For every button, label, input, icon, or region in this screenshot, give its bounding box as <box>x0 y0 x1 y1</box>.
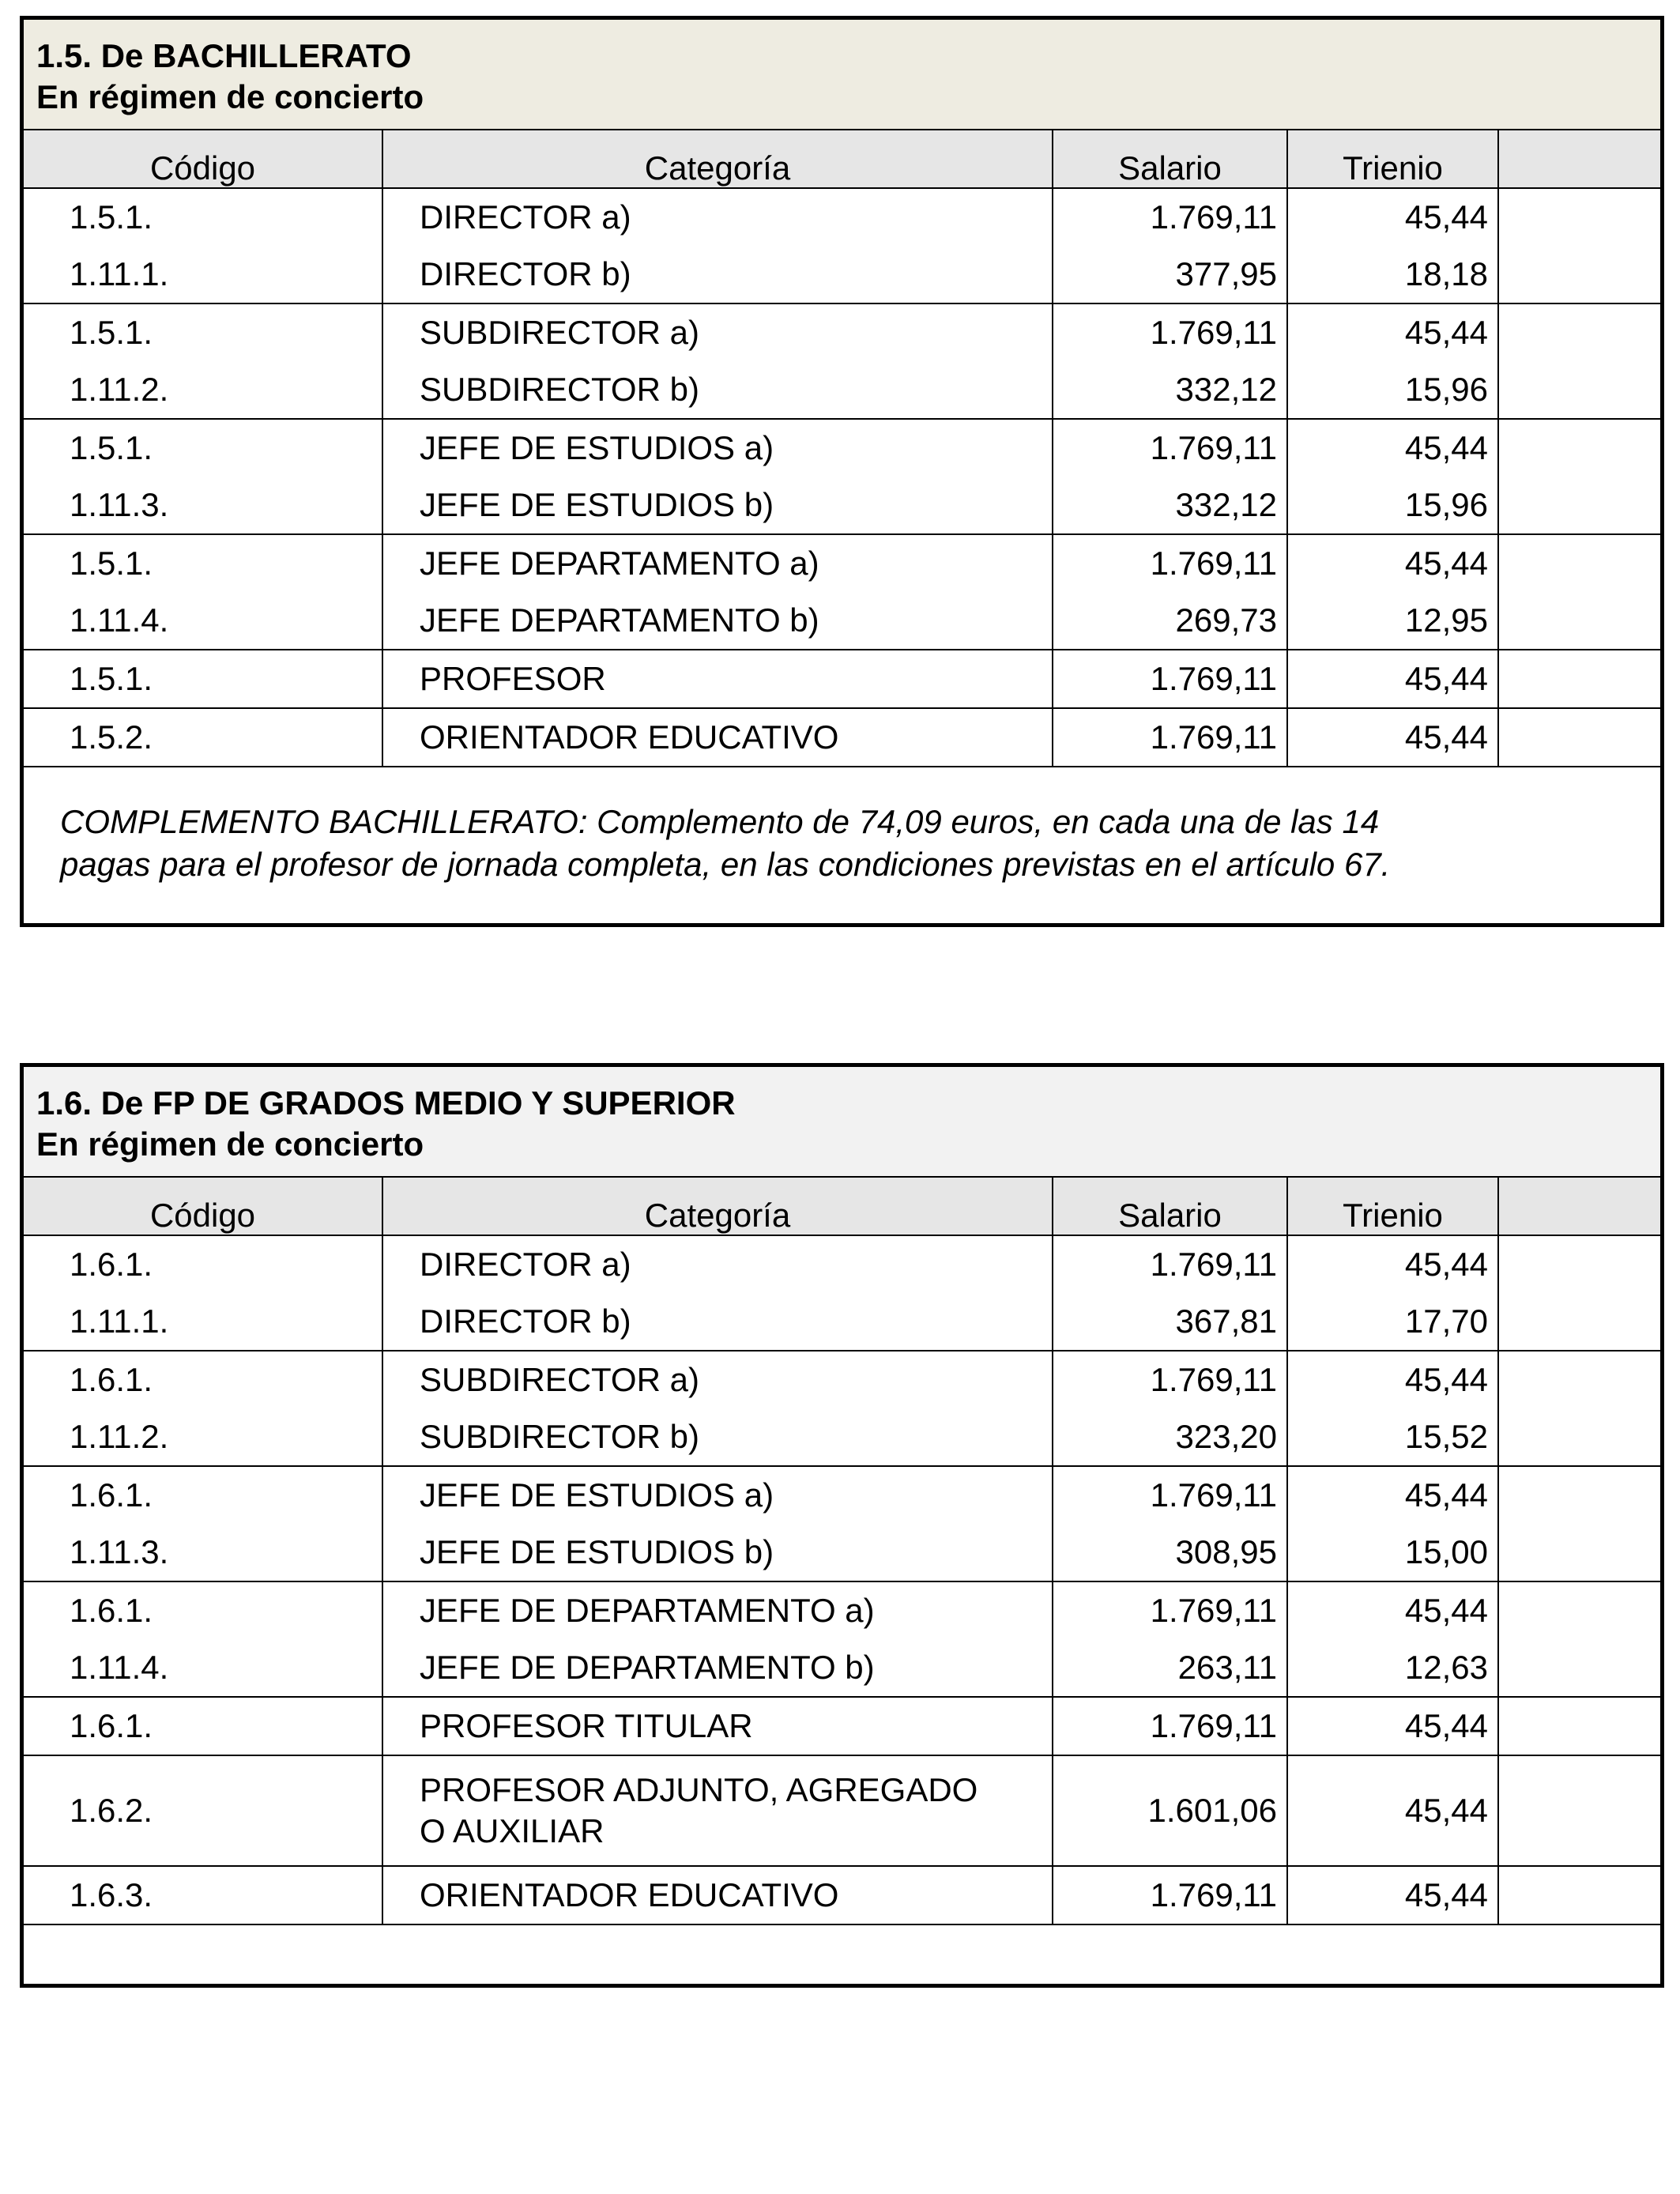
table-row <box>24 1408 1660 1466</box>
table-row <box>24 650 1660 708</box>
cell-category: JEFE DE ESTUDIOS b) <box>382 477 1053 534</box>
cell-category: SUBDIRECTOR b) <box>382 361 1053 419</box>
note-line: pagas para el profesor de jornada completa, en las condiciones previstas en el artículo 67. <box>60 846 1391 883</box>
cell-salary: 1.769,11 <box>1053 1581 1287 1639</box>
cell-salary: 1.769,11 <box>1053 1235 1287 1293</box>
column-header-empty <box>1498 130 1660 188</box>
cell-salary: 1.769,11 <box>1053 419 1287 477</box>
cell-empty <box>1498 1581 1660 1639</box>
section-header <box>24 20 1660 130</box>
cell-code: 1.6.2. <box>24 1755 382 1866</box>
cell-code: 1.5.2. <box>24 708 382 767</box>
cell-triennium: 12,95 <box>1287 592 1498 650</box>
cell-empty <box>1498 1755 1660 1866</box>
column-header-code: Código <box>24 1178 382 1235</box>
cell-code: 1.11.4. <box>24 1639 382 1697</box>
cell-empty <box>1498 188 1660 246</box>
cell-empty <box>1498 1866 1660 1924</box>
category-line: PROFESOR ADJUNTO, AGREGADO <box>420 1771 978 1808</box>
column-header-salary: Salario <box>1053 1178 1287 1235</box>
table-header-row <box>24 1178 1660 1235</box>
table-section-bachillerato <box>20 16 1664 927</box>
cell-code: 1.5.1. <box>24 188 382 246</box>
column-header-salary: Salario <box>1053 130 1287 188</box>
cell-code: 1.6.1. <box>24 1466 382 1524</box>
column-header-triennium: Trienio <box>1287 130 1498 188</box>
table-header-row <box>24 130 1660 188</box>
cell-triennium: 45,44 <box>1287 1866 1498 1924</box>
cell-code: 1.11.4. <box>24 592 382 650</box>
cell-triennium: 45,44 <box>1287 534 1498 592</box>
cell-empty <box>1498 419 1660 477</box>
cell-category: JEFE DE ESTUDIOS a) <box>382 419 1053 477</box>
table-row <box>24 1235 1660 1293</box>
cell-empty <box>1498 1639 1660 1697</box>
cell-category: JEFE DE DEPARTAMENTO b) <box>382 1639 1053 1697</box>
cell-empty <box>1498 1697 1660 1755</box>
cell-category: PROFESOR TITULAR <box>382 1697 1053 1755</box>
cell-triennium: 45,44 <box>1287 188 1498 246</box>
column-header-category: Categoría <box>382 1178 1053 1235</box>
cell-salary: 367,81 <box>1053 1293 1287 1351</box>
cell-category: SUBDIRECTOR a) <box>382 303 1053 361</box>
cell-salary: 332,12 <box>1053 477 1287 534</box>
cell-code: 1.11.3. <box>24 477 382 534</box>
cell-code: 1.5.1. <box>24 303 382 361</box>
cell-code: 1.6.1. <box>24 1581 382 1639</box>
cell-category: DIRECTOR a) <box>382 188 1053 246</box>
cell-triennium: 18,18 <box>1287 246 1498 303</box>
cell-category: SUBDIRECTOR a) <box>382 1351 1053 1408</box>
cell-salary: 1.769,11 <box>1053 534 1287 592</box>
cell-empty <box>1498 1235 1660 1293</box>
cell-triennium: 45,44 <box>1287 1755 1498 1866</box>
table-row <box>24 1581 1660 1639</box>
cell-code: 1.6.1. <box>24 1351 382 1408</box>
cell-empty <box>1498 650 1660 708</box>
cell-category: JEFE DE ESTUDIOS a) <box>382 1466 1053 1524</box>
cell-code: 1.11.1. <box>24 246 382 303</box>
cell-category: JEFE DE ESTUDIOS b) <box>382 1524 1053 1581</box>
cell-salary: 377,95 <box>1053 246 1287 303</box>
cell-triennium: 45,44 <box>1287 1581 1498 1639</box>
column-header-empty <box>1498 1178 1660 1235</box>
cell-salary: 1.601,06 <box>1053 1755 1287 1866</box>
cell-salary: 323,20 <box>1053 1408 1287 1466</box>
cell-empty <box>1498 361 1660 419</box>
cell-triennium: 45,44 <box>1287 419 1498 477</box>
cell-triennium: 15,96 <box>1287 477 1498 534</box>
cell-triennium: 45,44 <box>1287 1351 1498 1408</box>
cell-triennium: 15,52 <box>1287 1408 1498 1466</box>
cell-triennium: 45,44 <box>1287 650 1498 708</box>
cell-empty <box>1498 246 1660 303</box>
cell-salary: 1.769,11 <box>1053 1351 1287 1408</box>
table-row <box>24 1466 1660 1524</box>
note-line: COMPLEMENTO BACHILLERATO: Complemento de 74,09 euros, en cada una de las 14 <box>60 803 1380 840</box>
cell-category: JEFE DEPARTAMENTO a) <box>382 534 1053 592</box>
cell-code: 1.11.2. <box>24 1408 382 1466</box>
cell-empty <box>1498 1524 1660 1581</box>
salary-table <box>24 130 1660 767</box>
cell-code: 1.5.1. <box>24 650 382 708</box>
cell-code: 1.5.1. <box>24 419 382 477</box>
cell-code: 1.11.1. <box>24 1293 382 1351</box>
column-header-code: Código <box>24 130 382 188</box>
column-header-triennium: Trienio <box>1287 1178 1498 1235</box>
section-subtitle: En régimen de concierto <box>36 1125 424 1163</box>
column-header-category: Categoría <box>382 130 1053 188</box>
cell-triennium: 15,00 <box>1287 1524 1498 1581</box>
table-row <box>24 1524 1660 1581</box>
cell-triennium: 45,44 <box>1287 1466 1498 1524</box>
table-row <box>24 1351 1660 1408</box>
table-row <box>24 419 1660 477</box>
table-row <box>24 1293 1660 1351</box>
cell-category: JEFE DEPARTAMENTO b) <box>382 592 1053 650</box>
table-row <box>24 1639 1660 1697</box>
table-row <box>24 1697 1660 1755</box>
cell-category: ORIENTADOR EDUCATIVO <box>382 1866 1053 1924</box>
cell-code: 1.5.1. <box>24 534 382 592</box>
cell-category: PROFESOR <box>382 650 1053 708</box>
cell-empty <box>1498 1408 1660 1466</box>
table-row <box>24 361 1660 419</box>
table-row <box>24 303 1660 361</box>
cell-empty <box>1498 303 1660 361</box>
table-row <box>24 1866 1660 1924</box>
cell-code: 1.11.3. <box>24 1524 382 1581</box>
cell-empty <box>1498 1293 1660 1351</box>
cell-category: DIRECTOR a) <box>382 1235 1053 1293</box>
cell-salary: 1.769,11 <box>1053 1697 1287 1755</box>
cell-empty <box>1498 1466 1660 1524</box>
cell-triennium: 45,44 <box>1287 303 1498 361</box>
cell-salary: 1.769,11 <box>1053 188 1287 246</box>
cell-triennium: 45,44 <box>1287 1235 1498 1293</box>
table-row <box>24 534 1660 592</box>
table-row <box>24 188 1660 246</box>
cell-code: 1.11.2. <box>24 361 382 419</box>
cell-triennium: 15,96 <box>1287 361 1498 419</box>
category-line: O AUXILIAR <box>420 1812 605 1849</box>
cell-salary: 308,95 <box>1053 1524 1287 1581</box>
table-row <box>24 477 1660 534</box>
cell-code: 1.6.1. <box>24 1697 382 1755</box>
table-row <box>24 708 1660 767</box>
table-row <box>24 1755 1660 1866</box>
cell-empty <box>1498 592 1660 650</box>
cell-category: SUBDIRECTOR b) <box>382 1408 1053 1466</box>
cell-code: 1.6.1. <box>24 1235 382 1293</box>
cell-category <box>382 1755 1053 1866</box>
complement-note <box>24 767 1660 886</box>
salary-table <box>24 1178 1660 1925</box>
cell-salary: 332,12 <box>1053 361 1287 419</box>
section-header <box>24 1067 1660 1178</box>
cell-category: JEFE DE DEPARTAMENTO a) <box>382 1581 1053 1639</box>
cell-salary: 263,11 <box>1053 1639 1287 1697</box>
cell-empty <box>1498 708 1660 767</box>
cell-salary: 1.769,11 <box>1053 650 1287 708</box>
table-row <box>24 592 1660 650</box>
cell-category: ORIENTADOR EDUCATIVO <box>382 708 1053 767</box>
cell-empty <box>1498 477 1660 534</box>
cell-salary: 1.769,11 <box>1053 1866 1287 1924</box>
cell-triennium: 17,70 <box>1287 1293 1498 1351</box>
section-title: 1.5. De BACHILLERATO <box>36 37 412 74</box>
table-row <box>24 246 1660 303</box>
cell-code: 1.6.3. <box>24 1866 382 1924</box>
cell-salary: 1.769,11 <box>1053 708 1287 767</box>
cell-category: DIRECTOR b) <box>382 1293 1053 1351</box>
section-title: 1.6. De FP DE GRADOS MEDIO Y SUPERIOR <box>36 1084 736 1122</box>
cell-category: DIRECTOR b) <box>382 246 1053 303</box>
section-subtitle: En régimen de concierto <box>36 78 424 115</box>
cell-triennium: 45,44 <box>1287 708 1498 767</box>
cell-salary: 269,73 <box>1053 592 1287 650</box>
table-section-fp <box>20 1063 1664 1988</box>
cell-triennium: 45,44 <box>1287 1697 1498 1755</box>
cell-empty <box>1498 1351 1660 1408</box>
cell-salary: 1.769,11 <box>1053 1466 1287 1524</box>
cell-empty <box>1498 534 1660 592</box>
cell-triennium: 12,63 <box>1287 1639 1498 1697</box>
cell-salary: 1.769,11 <box>1053 303 1287 361</box>
